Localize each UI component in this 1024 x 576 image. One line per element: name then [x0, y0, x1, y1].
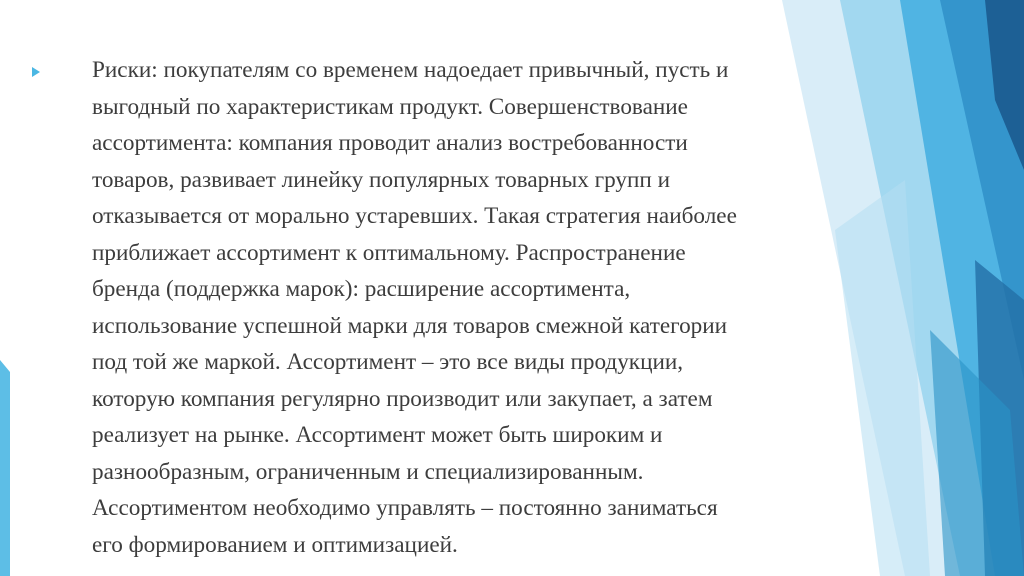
left-accent-strip [0, 360, 10, 576]
slide-body-text: Риски: покупателям со временем надоедает привычный, пусть и выгодный по характеристикам продукт. Совершенствование ассортимента: компания проводит анализ востребованности товаров, развивает линейку популярных товарных групп и отказывается от морально устаревших. Такая стратегия наиболее приближает ассортимент к оптимальному. Распространение бренда (поддержка марок): расширение ассортимента, использование успешной марки для товаров смежной категории под той же маркой. Ассортимент – это все виды продукции, которую компания регулярно производит или закупает, а затем реализует на рынке. Ассортимент может быть широким и разнообразным, ограниченным и специализированным. Ассортиментом необходимо управлять – постоянно заниматься его формированием и оптимизацией. [92, 57, 737, 558]
bullet-arrow-icon [32, 67, 40, 77]
